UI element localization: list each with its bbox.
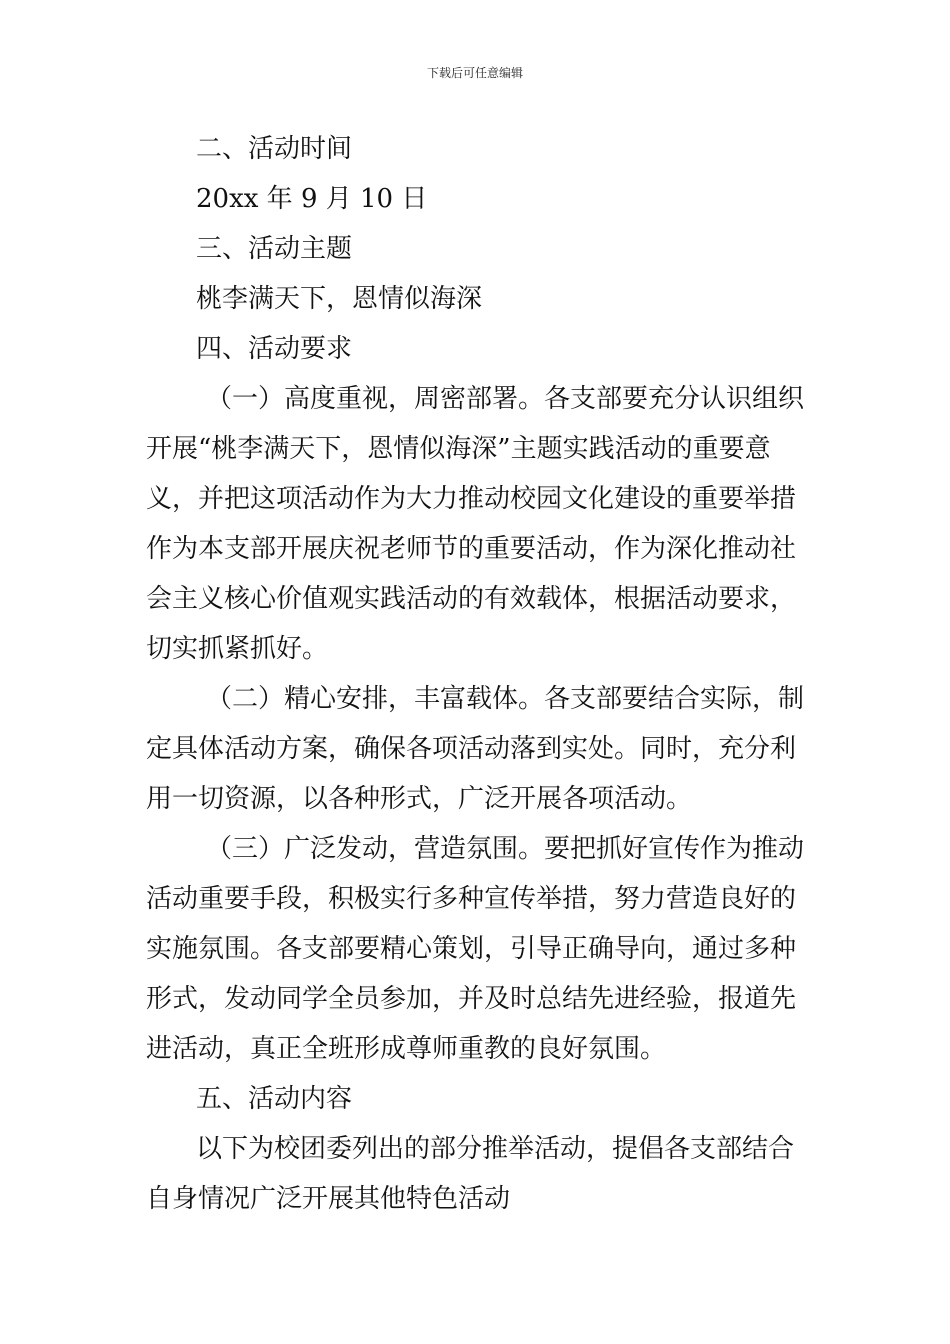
paragraph-line: 切实抓紧抓好。 [146, 634, 329, 664]
paragraph-line: 用一切资源，以各种形式，广泛开展各项活动。 [146, 784, 693, 814]
paragraph-line: 义，并把这项活动作为大力推动校园文化建设的重要举措 [146, 484, 797, 514]
section-heading-content: 五、活动内容 [196, 1084, 353, 1114]
paragraph-line: 进活动，真正全班形成尊师重教的良好氛围。 [146, 1034, 667, 1064]
paragraph-line: 会主义核心价值观实践活动的有效载体，根据活动要求， [146, 584, 797, 614]
page-header: 下载后可任意编辑 [426, 66, 523, 80]
paragraph-line: 作为本支部开展庆祝老师节的重要活动，作为深化推动社 [146, 534, 797, 564]
section-heading-requirements: 四、活动要求 [196, 334, 353, 364]
document-body [146, 124, 808, 1224]
paragraph-line: 实施氛围。各支部要精心策划，引导正确导向，通过多种 [146, 934, 797, 964]
section-heading-theme: 三、活动主题 [196, 234, 353, 264]
paragraph-line: 活动重要手段，积极实行多种宣传举措，努力营造良好的 [146, 884, 797, 914]
activity-date: 20xx 年 9 月 10 日 [196, 184, 428, 214]
paragraph-line: 以下为校团委列出的部分推举活动，提倡各支部结合 [196, 1134, 795, 1164]
paragraph-line: 开展“桃李满天下，恩情似海深”主题实践活动的重要意 [146, 434, 771, 464]
paragraph-line: 自身情况广泛开展其他特色活动 [146, 1184, 511, 1214]
paragraph-line: 定具体活动方案，确保各项活动落到实处。同时，充分利 [146, 734, 797, 764]
section-heading-time: 二、活动时间 [196, 134, 353, 164]
activity-theme: 桃李满天下，恩情似海深 [196, 284, 483, 314]
paragraph-line: 形式，发动同学全员参加，并及时总结先进经验，报道先 [146, 984, 797, 1014]
paragraph-line: （二）精心安排，丰富载体。各支部要结合实际，制 [206, 684, 805, 714]
paragraph-line: （一）高度重视，周密部署。各支部要充分认识组织 [206, 384, 805, 414]
paragraph-line: （三）广泛发动，营造氛围。要把抓好宣传作为推动 [206, 834, 805, 864]
